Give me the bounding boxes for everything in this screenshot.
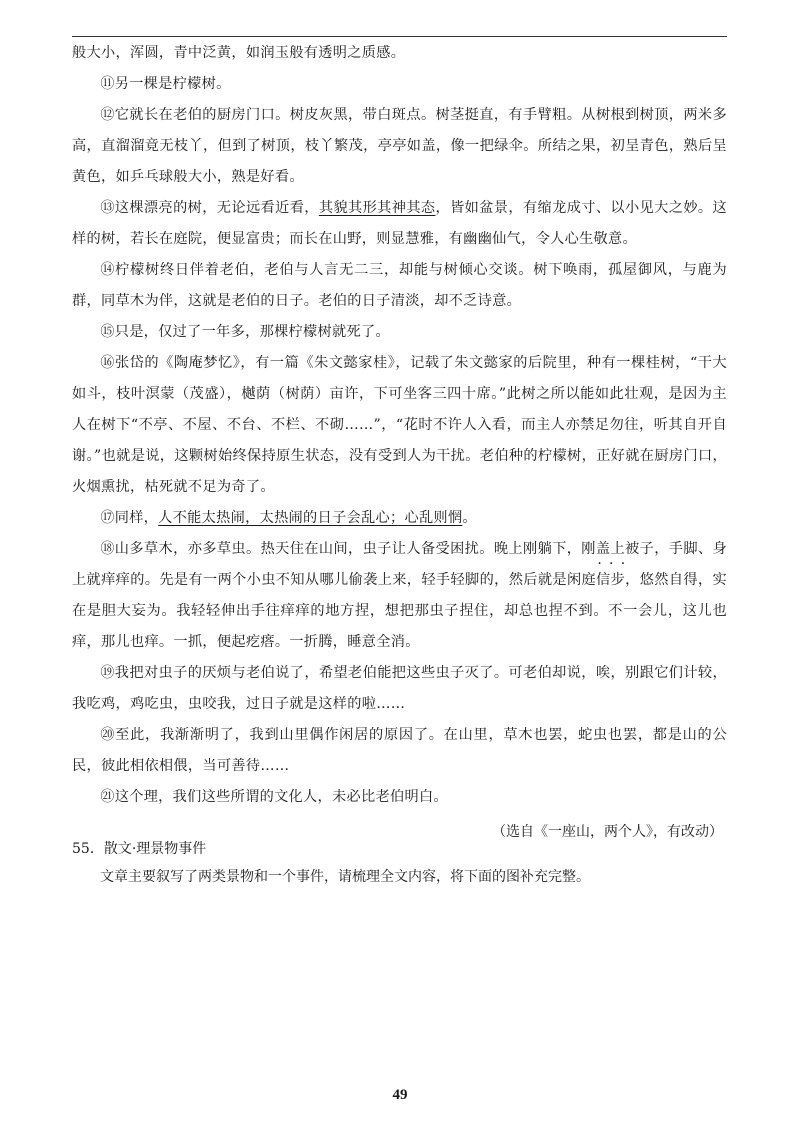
paragraph-text: 山多草木，亦多草虫。热天住在山间，虫子让人备受困扰。晚上刚躺下，刚盖上被子，手脚、身上就痒痒的。先是有一两个小虫不知从哪儿偷袭上来，轻手轻脚的，然后就是 [72,541,727,588]
paragraph-p20 [72,720,727,782]
paragraph-text: 只是，仅过了一年多，那棵柠檬树就死了。 [114,324,390,340]
paragraph-p21 [72,782,727,813]
paragraph-p14 [72,255,727,317]
paragraph-text: 我把对虫子的厌烦与老伯说了，希望老伯能把这些虫子灭了。可老伯却说，唉，别跟它们计较，我吃鸡，鸡吃虫，虫咬我，过日子就是这样的啦…… [72,665,727,712]
paragraph-number: ⑬ [100,200,115,216]
paragraph-p16 [72,348,727,503]
paragraph-number: ⑫ [100,107,115,123]
page-number: 49 [392,1087,408,1103]
paragraph-p12 [72,100,727,193]
paragraph-text: 张岱的《陶庵梦忆》，有一篇《朱文懿家桂》，记载了朱文懿家的后院里，种有一棵桂树，“干大如斗，枝叶溟蒙（茂盛），樾荫（树荫）亩许，下可坐客三四十席。”此树之所以能如此壮观，是因为主人在树下“不亭、不屋、不台、不栏、不砌……”，“花时不许人入看，而主人亦禁足勿往，听其自开自谢。”也就是说，这颗树始终保持原生状态，没有受到人为干扰。老伯种的柠檬树，正好就在厨房门口，火烟熏扰，枯死就不足为奇了。 [72,355,727,495]
paragraph-text: 另一棵是柠檬树。 [114,76,231,92]
essay-body [72,38,727,848]
paragraph-number: ⑰ [100,510,115,526]
header-rule [72,36,727,37]
paragraph-text: 同样， [114,510,159,526]
paragraph-p18 [72,534,727,658]
paragraph-p15 [72,317,727,348]
emphasis-dotted-phrase: · · · · 闲庭信步 [567,572,625,588]
paragraph-p17 [72,503,727,534]
paragraph-p13 [72,193,727,255]
paragraph-number: ⑪ [100,76,115,92]
paragraph-text: 般大小，浑圆，青中泛黄，如润玉般有透明之质感。 [72,45,406,61]
paragraph-number: ⑱ [100,541,115,557]
paragraph-number: ㉑ [100,789,115,805]
paragraph-p19 [72,658,727,720]
paragraph-text: 这棵漂亮的树，无论远看近看， [114,200,319,216]
question-instruction: 文章主要叙写了两类景物和一个事件，请梳理全文内容，将下面的图补充完整。 [100,869,590,885]
question-block [72,835,727,891]
paragraph-number: ⑮ [100,324,115,340]
question-heading: 55．散文·理景物事件 [72,841,207,857]
paragraph-number: ⑲ [100,665,115,681]
paragraph-p11 [72,69,727,100]
underlined-phrase: 人不能太热闹，太热闹的日子会乱心；心乱则惘 [158,510,463,526]
source-citation: （选自《一座山，两个人》，有改动） [492,824,723,840]
underlined-phrase: 其貌其形其神其态 [318,200,436,216]
paragraph-text: 。 [462,510,477,526]
paragraph-text: 至此，我渐渐明了，我到山里偶作闲居的原因了。在山里，草木也罢，蛇虫也罢，都是山的公民，彼此相依相偎，当可善待…… [72,727,727,774]
paragraph-text: 这个理，我们这些所谓的文化人，未必比老伯明白。 [114,789,448,805]
paragraph-text: ，皆如盆景，有缩龙成寸、以小见大之妙。这样的树，若长在庭院，便显富贵；而长在山野，则显慧雅，有幽幽仙气，令人心生敬意。 [72,200,727,247]
paragraph-text: 它就长在老伯的厨房门口。树皮灰黑，带白斑点。树茎挺直，有手臂粗。从树根到树顶，两米多高，直溜溜竟无枝丫，但到了树顶，枝丫繁茂，亭亭如盖，像一把绿伞。所结之果，初呈青色，熟后呈黄色，如乒乓球般大小，熟是好看。 [72,107,727,185]
paragraph-number: ⑯ [100,355,115,371]
paragraph-text: 柠檬树终日伴着老伯，老伯与人言无二三，却能与树倾心交谈。树下唤雨，孤屋御风，与鹿为群，同草木为伴，这就是老伯的日子。老伯的日子清淡，却不乏诗意。 [72,262,727,309]
paragraph-p10_tail [72,38,727,69]
paragraph-text: ，悠然自得，实在是胆大妄为。我轻轻伸出手往痒痒的地方捏，想把那虫子捏住，却总也捏不到。不一会儿，这儿也痒，那儿也痒。一抓，便起疙瘩。一折腾，睡意全消。 [72,572,728,650]
paragraph-number: ⑭ [100,262,116,278]
paragraph-number: ⑳ [100,727,116,743]
